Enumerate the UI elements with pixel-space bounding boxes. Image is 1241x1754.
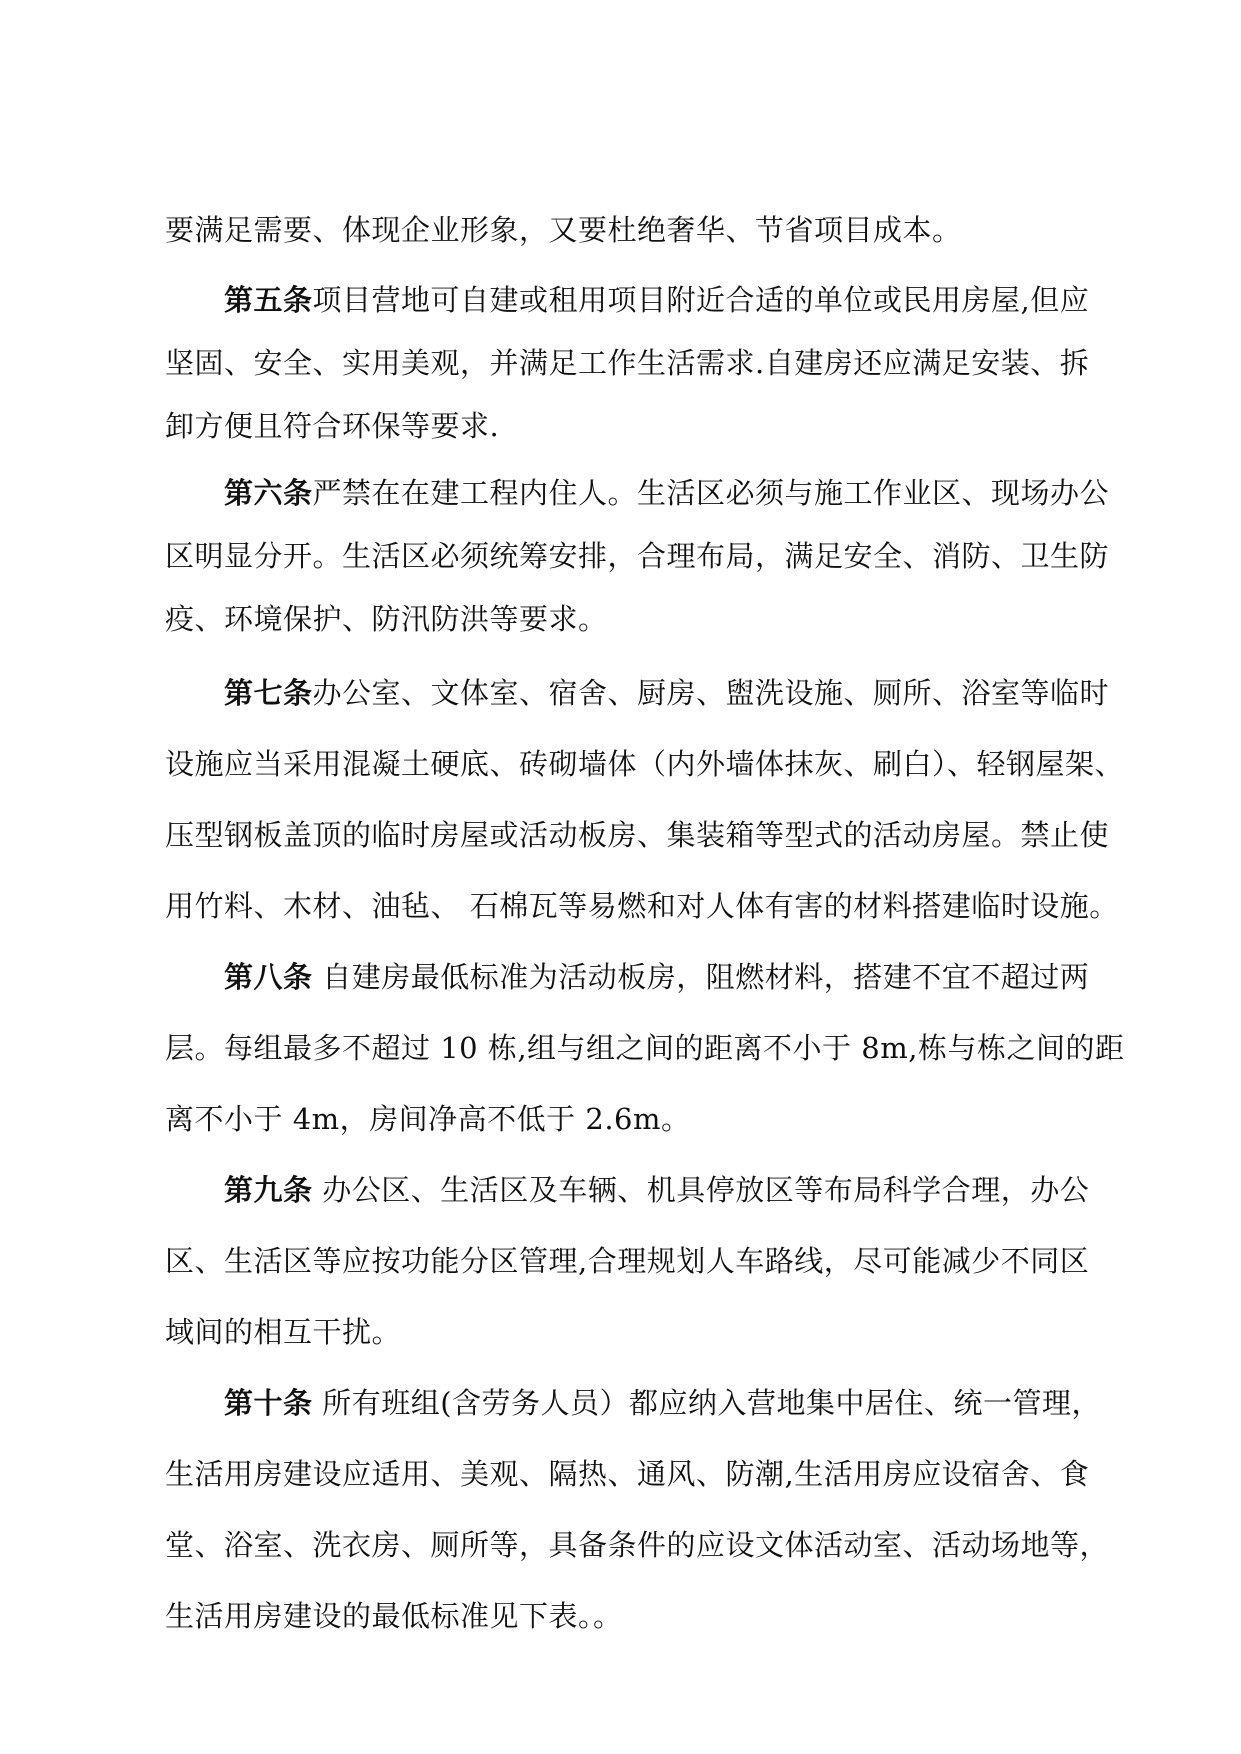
- article-10-line-2: 生活用房建设应适用、美观、隔热、通风、防潮,生活用房应设宿舍、食: [165, 1457, 1090, 1491]
- article-10-heading: 第十条: [224, 1386, 313, 1420]
- article-9-text: 办公区、生活区及车辆、机具停放区等布局科学合理，办公: [312, 1173, 1090, 1207]
- article-5-line-3: 卸方便且符合环保等要求.: [165, 409, 500, 443]
- article-7-line-3: 压型钢板盖顶的临时房屋或活动板房、集装箱等型式的活动房屋。禁止使: [165, 818, 1110, 852]
- article-10-line-4: 生活用房建设的最低标准见下表。。: [165, 1599, 623, 1633]
- intro-line: 要满足需要、体现企业形象，又要杜绝奢华、节省项目成本。: [165, 213, 962, 247]
- article-5-line-2: 坚固、安全、实用美观，并满足工作生活需求.自建房还应满足安装、拆: [165, 346, 1090, 380]
- article-10-text: 所有班组(含劳务人员）都应纳入营地集中居住、统一管理，: [312, 1386, 1102, 1420]
- article-6-line-3: 疫、环境保护、防汛防洪等要求。: [165, 602, 608, 636]
- article-7-line-4: 用竹料、木材、油毡、 石棉瓦等易燃和对人体有害的材料搭建临时设施。: [165, 889, 1119, 923]
- article-9-line-2: 区、生活区等应按功能分区管理,合理规划人车路线，尽可能减少不同区: [165, 1244, 1090, 1278]
- article-9-heading: 第九条: [224, 1173, 313, 1207]
- article-10-line-3: 堂、浴室、洗衣房、厕所等，具备条件的应设文体活动室、活动场地等，: [165, 1528, 1110, 1562]
- article-9-line-3: 域间的相互干扰。: [165, 1315, 402, 1349]
- article-5-heading: 第五条: [224, 283, 313, 317]
- article-8-heading: 第八条: [224, 960, 313, 994]
- article-5-line-1: [224, 280, 1089, 320]
- article-7-line-1: [224, 673, 1109, 713]
- article-8-line-2: 层。每组最多不超过 10 栋,组与组之间的距离不小于 8m,栋与栋之间的距: [165, 1031, 1125, 1065]
- article-7-line-2: 设施应当采用混凝土硬底、砖砌墙体（内外墙体抹灰、刷白）、轻钢屋架、: [165, 747, 1125, 781]
- article-6-line-2: 区明显分开。生活区必须统筹安排，合理布局，满足安全、消防、卫生防: [165, 539, 1110, 573]
- article-6-heading: 第六条: [224, 476, 313, 510]
- article-10-line-1: [224, 1383, 1101, 1423]
- article-7-heading: 第七条: [224, 676, 313, 710]
- article-6-text: 严禁在在建工程内住人。生活区必须与施工作业区、现场办公: [312, 476, 1110, 510]
- article-8-line-3: 离不小于 4m，房间净高不低于 2.6m。: [165, 1102, 691, 1136]
- article-7-text: 办公室、文体室、宿舍、厨房、盥洗设施、厕所、浴室等临时: [312, 676, 1110, 710]
- article-9-line-1: [224, 1170, 1089, 1210]
- article-8-line-1: [224, 957, 1089, 997]
- article-6-line-1: [224, 473, 1109, 513]
- article-8-text: 自建房最低标准为活动板房，阻燃材料，搭建不宜不超过两: [312, 960, 1090, 994]
- article-5-text: 项目营地可自建或租用项目附近合适的单位或民用房屋,但应: [312, 283, 1090, 317]
